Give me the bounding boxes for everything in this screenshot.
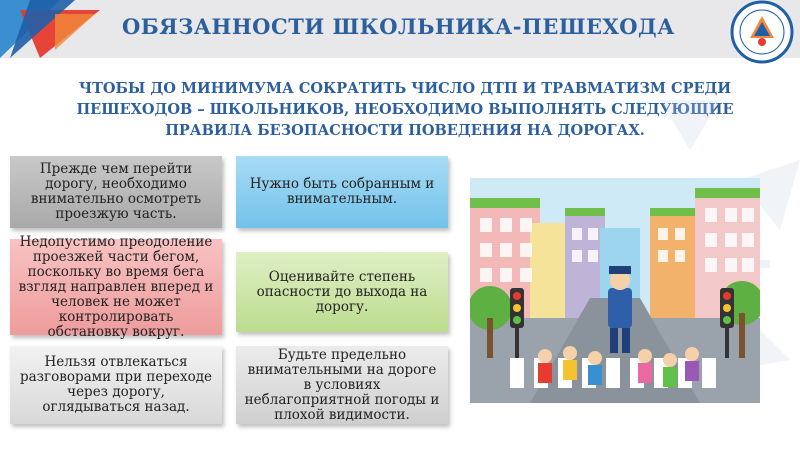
rule-text: Нельзя отвлекаться разговорами при переходе через дорогу, оглядываться назад. [19, 354, 213, 415]
rule-text: Будьте предельно внимательными на дороге в условиях неблагоприятной погоды и плохой видимости. [244, 346, 440, 423]
rule-text: Нужно быть собранным и внимательным. [249, 176, 435, 207]
rule-text: Оценивайте степень опасности до выхода на дорогу. [256, 268, 428, 315]
rule-text: Недопустимо преодоление проезжей части бегом, поскольку во время бега взгляд направлен вперед и человек не может контролировать обстановку вокруг. [18, 233, 214, 340]
rule-card-bad-weather [236, 346, 448, 424]
intro-text: ЧТОБЫ ДО МИНИМУМА СОКРАТИТЬ ЧИСЛО ДТП И ТРАВМАТИЗМ СРЕДИ ПЕШЕХОДОВ – ШКОЛЬНИКОВ, НЕОБХОДИМО ВЫПОЛНЯТЬ СЛЕДУЮЩИЕ ПРАВИЛА БЕЗОПАСНОСТИ ПОВЕДЕНИЯ НА ДОРОГАХ. [76, 80, 734, 139]
rule-card-look [10, 156, 222, 228]
rule-card-no-distraction [10, 346, 222, 424]
rule-text: Прежде чем перейти дорогу, необходимо внимательно осмотреть проезжую часть. [30, 161, 202, 222]
rule-card-no-running [10, 233, 222, 340]
triangle-logo-icon [0, 0, 110, 58]
street-crossing-illustration [470, 178, 760, 403]
mchs-emblem-icon [730, 0, 794, 64]
rule-card-assess-danger [236, 252, 448, 332]
rule-card-attentive [236, 156, 448, 228]
page-title: ОБЯЗАННОСТИ ШКОЛЬНИКА-ПЕШЕХОДА [122, 14, 675, 39]
